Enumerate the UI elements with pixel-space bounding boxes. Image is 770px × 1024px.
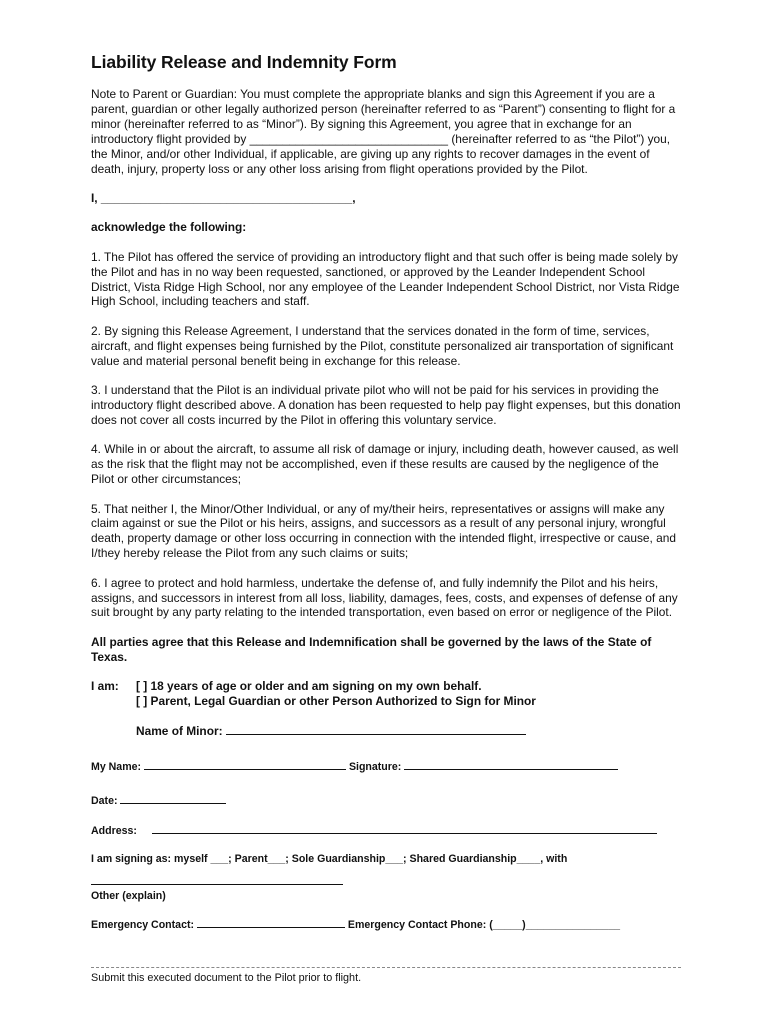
footer-note: Submit this executed document to the Pilot prior to flight. <box>91 967 681 984</box>
signing-as-row: I am signing as: myself ___; Parent___; Sole Guardianship___; Shared Guardianship____, with <box>91 853 568 866</box>
i-am-section <box>91 679 683 709</box>
date-row <box>91 792 683 808</box>
signature-label: Signature: <box>348 761 405 774</box>
page-title: Liability Release and Indemnity Form <box>91 52 397 72</box>
i-am-label: I am: <box>91 679 119 694</box>
emergency-phone-label: Emergency Contact Phone: (_____)________________ <box>347 919 620 932</box>
minor-name-row <box>91 723 683 738</box>
form-page <box>91 52 683 932</box>
emergency-contact-field[interactable] <box>197 916 345 928</box>
clause-5: 5. That neither I, the Minor/Other Individual, or any of my/their heirs, representatives or assigns will make any claim against or sue the Pilot or his heirs, assigns, and successors as a result of any personal injury, wrongful death, property damage or other loss occurring in connection with the intended flight, irrespective or cause, and I/they hereby release the Pilot from any such claims or suits; <box>91 501 676 561</box>
governing-law: All parties agree that this Release and Indemnification shall be governed by the laws of the State of Texas. <box>91 634 652 664</box>
i-name-line: I, ______________________________________, <box>91 190 356 205</box>
clause-6: 6. I agree to protect and hold harmless, undertake the defense of, and fully indemnify the Pilot and his heirs, assigns, and successors in interest from all loss, liability, damages, fees, costs, and expenses of defense of any suit brought by any party relating to the intended transportation, even based on error or negligence of the Pilot. <box>91 575 678 620</box>
other-explain-label: Other (explain) <box>91 890 166 903</box>
option-guardian-checkbox[interactable]: [ ] Parent, Legal Guardian or other Person Authorized to Sign for Minor <box>136 694 536 709</box>
acknowledge-heading: acknowledge the following: <box>91 220 247 235</box>
emergency-contact-label: Emergency Contact: <box>91 919 197 932</box>
my-name-field[interactable] <box>144 758 346 770</box>
option-adult-checkbox[interactable]: [ ] 18 years of age or older and am signing on my own behalf. <box>136 679 482 694</box>
my-name-label: My Name: <box>91 761 144 774</box>
clause-1: 1. The Pilot has offered the service of providing an introductory flight and that such offer is being made solely by the Pilot and has in no way been requested, sanctioned, or approved by the Leander Independent School District, Vista Ridge High School, nor any employee of the Leander Independent School District, nor Vista Ridge High School, including teachers and staff. <box>91 249 680 309</box>
date-label: Date: <box>91 795 121 808</box>
other-explain-field[interactable] <box>91 872 343 885</box>
intro-paragraph: Note to Parent or Guardian: You must complete the appropriate blanks and sign this Agreement if you are a parent, guardian or other legally authorized person (hereinafter referred to as “Parent”) consenting to flight for a minor (hereinafter referred to as “Minor”). By signing this Agreement, you agree that in exchange for an introductory flight provided by ______________________________ (hereinafter referred to as “the Pilot”) you, the Minor, and/or other Individual, if applicable, are giving up any rights to recover damages in the event of death, injury, property loss or any other loss arising from flight operations provided by the Pilot. <box>91 87 676 176</box>
clause-3: 3. I understand that the Pilot is an individual private pilot who will not be paid for his services in providing the introductory flight described above. A donation has been requested to help pay flight expenses, but this donation does not cover all costs incurred by the Pilot in offering this voluntary service. <box>91 383 681 427</box>
emergency-row <box>91 916 683 932</box>
name-signature-row <box>91 758 683 774</box>
clause-4: 4. While in or about the aircraft, to assume all risk of damage or injury, including death, however caused, as well as the risk that the flight may not be accomplished, even if these results are caused by the negligence of the Pilot or other circumstances; <box>91 442 679 487</box>
address-label: Address: <box>91 825 140 838</box>
signature-field[interactable] <box>404 758 618 770</box>
name-of-minor-field[interactable] <box>226 723 526 735</box>
clause-2: 2. By signing this Release Agreement, I understand that the services donated in the form of time, services, aircraft, and flight expenses being furnished by the Pilot, constitute personalized air transportation of significant value and material personal benefit being in exchange for this release. <box>91 323 674 368</box>
date-field[interactable] <box>120 792 226 804</box>
address-row <box>91 822 683 838</box>
name-of-minor-label: Name of Minor: <box>136 724 226 739</box>
address-field[interactable] <box>152 822 657 834</box>
